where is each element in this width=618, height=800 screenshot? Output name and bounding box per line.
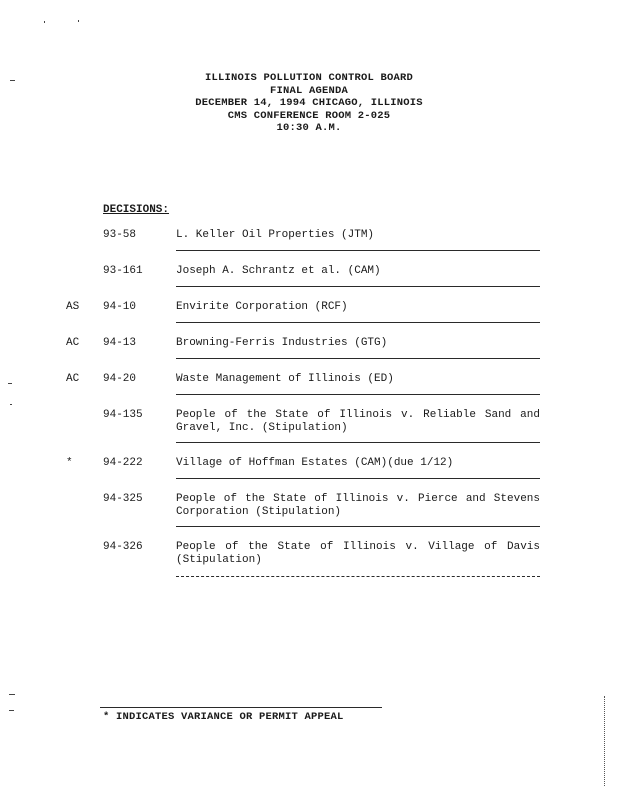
scan-edge-mark <box>604 696 605 786</box>
item-code: AC <box>66 373 80 385</box>
scan-speck <box>44 21 45 23</box>
item-description: Joseph A. Schrantz et al. (CAM) <box>176 265 381 277</box>
item-description: People of the State of Illinois v. Reliable Sand and Gravel, Inc. (Stipulation) <box>176 409 540 434</box>
item-number: 94-10 <box>103 301 137 313</box>
item-divider <box>176 576 540 577</box>
meeting-time: 10:30 A.M. <box>276 122 342 134</box>
item-number: 94-326 <box>103 541 143 553</box>
footer-divider <box>100 707 382 708</box>
item-divider <box>176 442 540 443</box>
item-number: 94-325 <box>103 493 143 505</box>
item-description: Browning-Ferris Industries (GTG) <box>176 337 388 349</box>
scan-speck <box>78 20 79 22</box>
item-number: 94-20 <box>103 373 137 385</box>
item-description: Envirite Corporation (RCF) <box>176 301 348 313</box>
item-divider <box>176 322 540 323</box>
item-code: AS <box>66 301 80 313</box>
meeting-date-location: DECEMBER 14, 1994 CHICAGO, ILLINOIS <box>195 97 423 109</box>
item-number: 93-161 <box>103 265 143 277</box>
item-divider <box>176 526 540 527</box>
item-divider <box>176 478 540 479</box>
item-number: 93-58 <box>103 229 137 241</box>
item-divider <box>176 358 540 359</box>
item-divider <box>176 250 540 251</box>
item-description: Village of Hoffman Estates (CAM)(due 1/12) <box>176 457 454 469</box>
item-divider <box>176 394 540 395</box>
scan-speck <box>10 80 15 81</box>
item-divider <box>176 286 540 287</box>
agenda-header <box>0 72 618 135</box>
item-description: Waste Management of Illinois (ED) <box>176 373 394 385</box>
footer-note: * INDICATES VARIANCE OR PERMIT APPEAL <box>103 711 344 723</box>
scan-speck <box>9 694 15 695</box>
item-code: * <box>66 457 73 469</box>
board-name: ILLINOIS POLLUTION CONTROL BOARD <box>204 72 414 84</box>
item-number: 94-135 <box>103 409 143 421</box>
scan-speck <box>10 404 12 405</box>
item-number: 94-222 <box>103 457 143 469</box>
item-number: 94-13 <box>103 337 137 349</box>
meeting-room: CMS CONFERENCE ROOM 2-025 <box>227 109 391 122</box>
scan-speck <box>8 383 12 384</box>
item-description: People of the State of Illinois v. Village of Davis (Stipulation) <box>176 541 540 566</box>
item-description: L. Keller Oil Properties (JTM) <box>176 229 375 241</box>
agenda-title: FINAL AGENDA <box>269 84 348 97</box>
section-title: DECISIONS: <box>103 204 170 216</box>
item-description: People of the State of Illinois v. Pierce and Stevens Corporation (Stipulation) <box>176 493 540 518</box>
scan-speck <box>9 710 14 711</box>
item-code: AC <box>66 337 80 349</box>
